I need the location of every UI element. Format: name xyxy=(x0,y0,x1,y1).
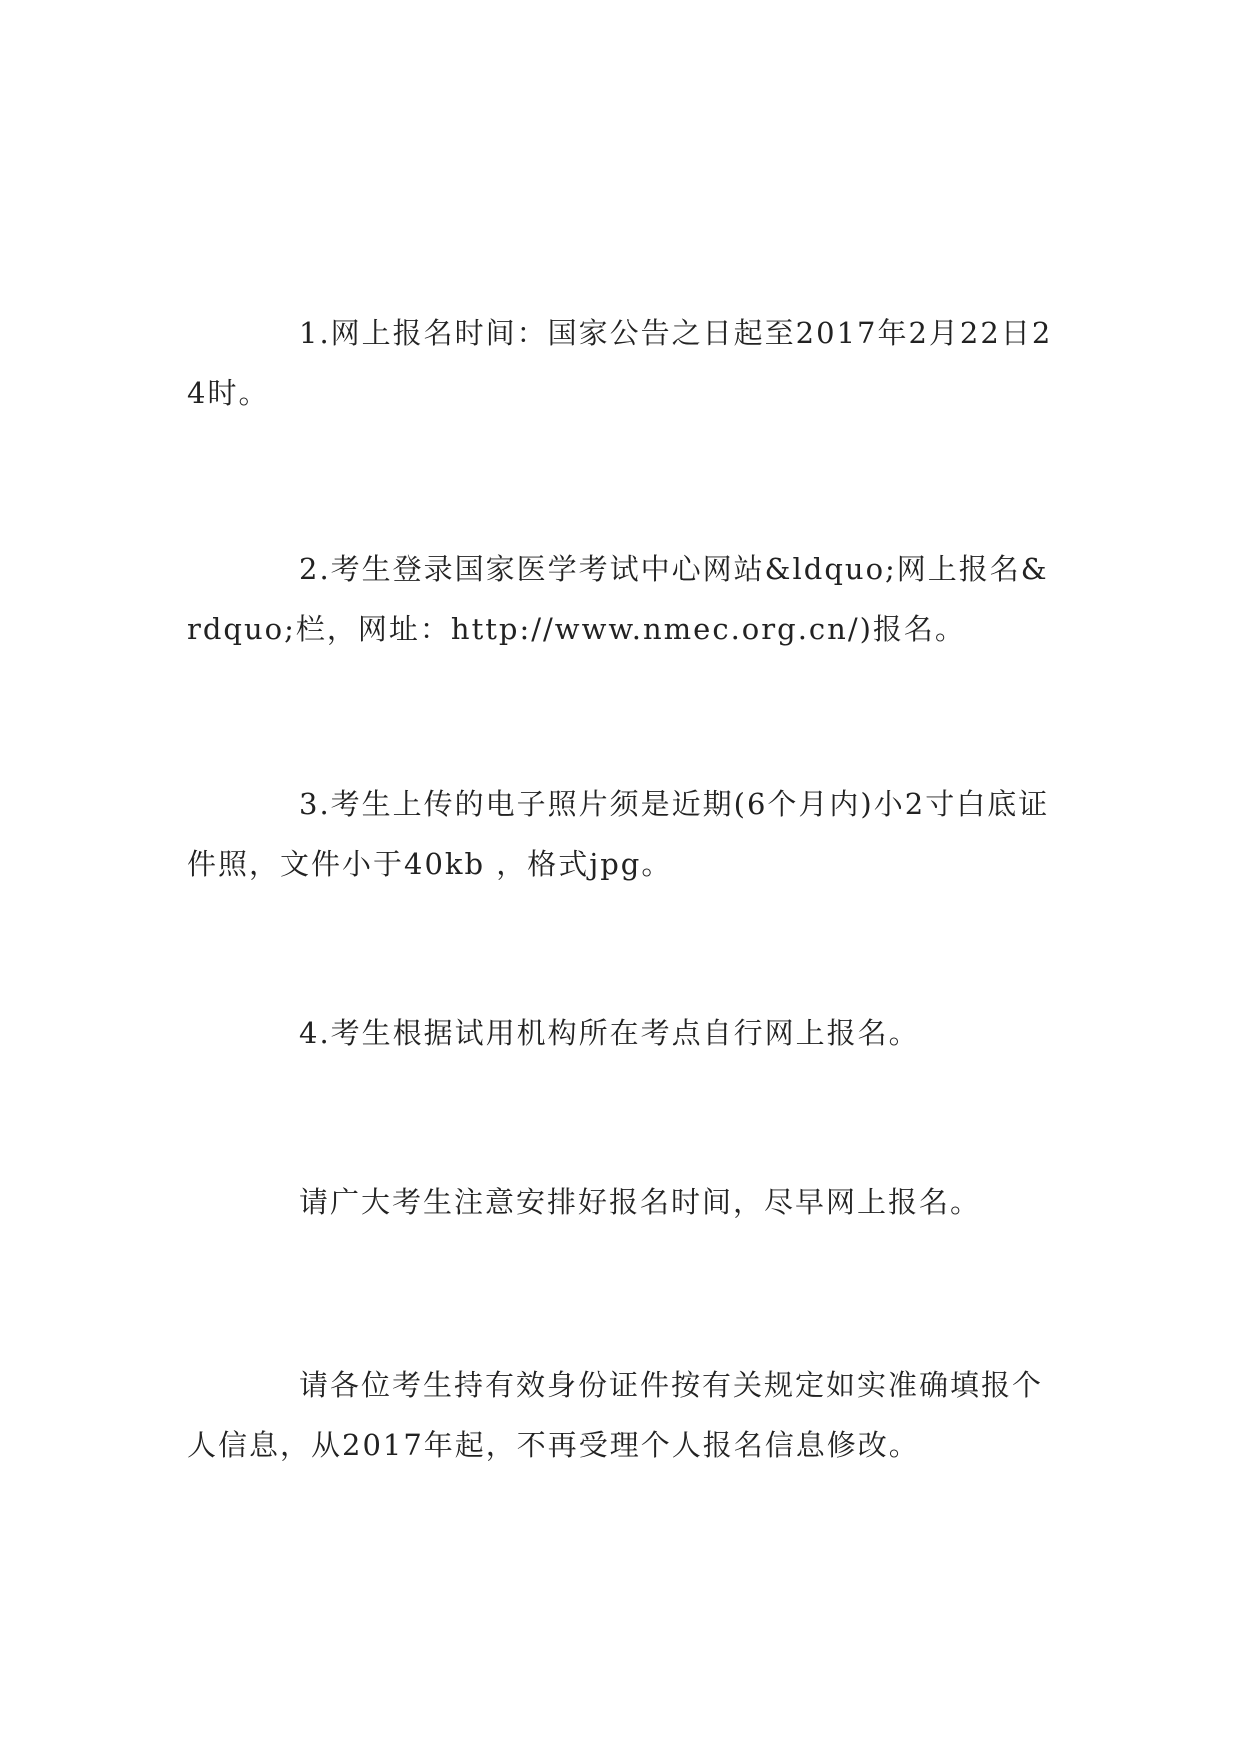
paragraph-photo-requirements: 3.考生上传的电子照片须是近期(6个月内)小2寸白底证件照，文件小于40kb ，格式jpg。 xyxy=(187,787,1050,881)
paragraph-reminder: 请广大考生注意安排好报名时间，尽早网上报名。 xyxy=(299,1185,982,1219)
paragraph-registration-time: 1.网上报名时间：国家公告之日起至2017年2月22日24时。 xyxy=(187,316,1053,410)
paragraph-exam-site: 4.考生根据试用机构所在考点自行网上报名。 xyxy=(299,1016,920,1050)
paragraph-registration-website: 2.考生登录国家医学考试中心网站&ldquo;网上报名&rdquo;栏，网址：http://www.nmec.org.cn/)报名。 xyxy=(187,552,1049,646)
paragraph-identity-notice: 请各位考生持有效身份证件按有关规定如实准确填报个人信息，从2017年起，不再受理个人报名信息修改。 xyxy=(187,1368,1044,1462)
